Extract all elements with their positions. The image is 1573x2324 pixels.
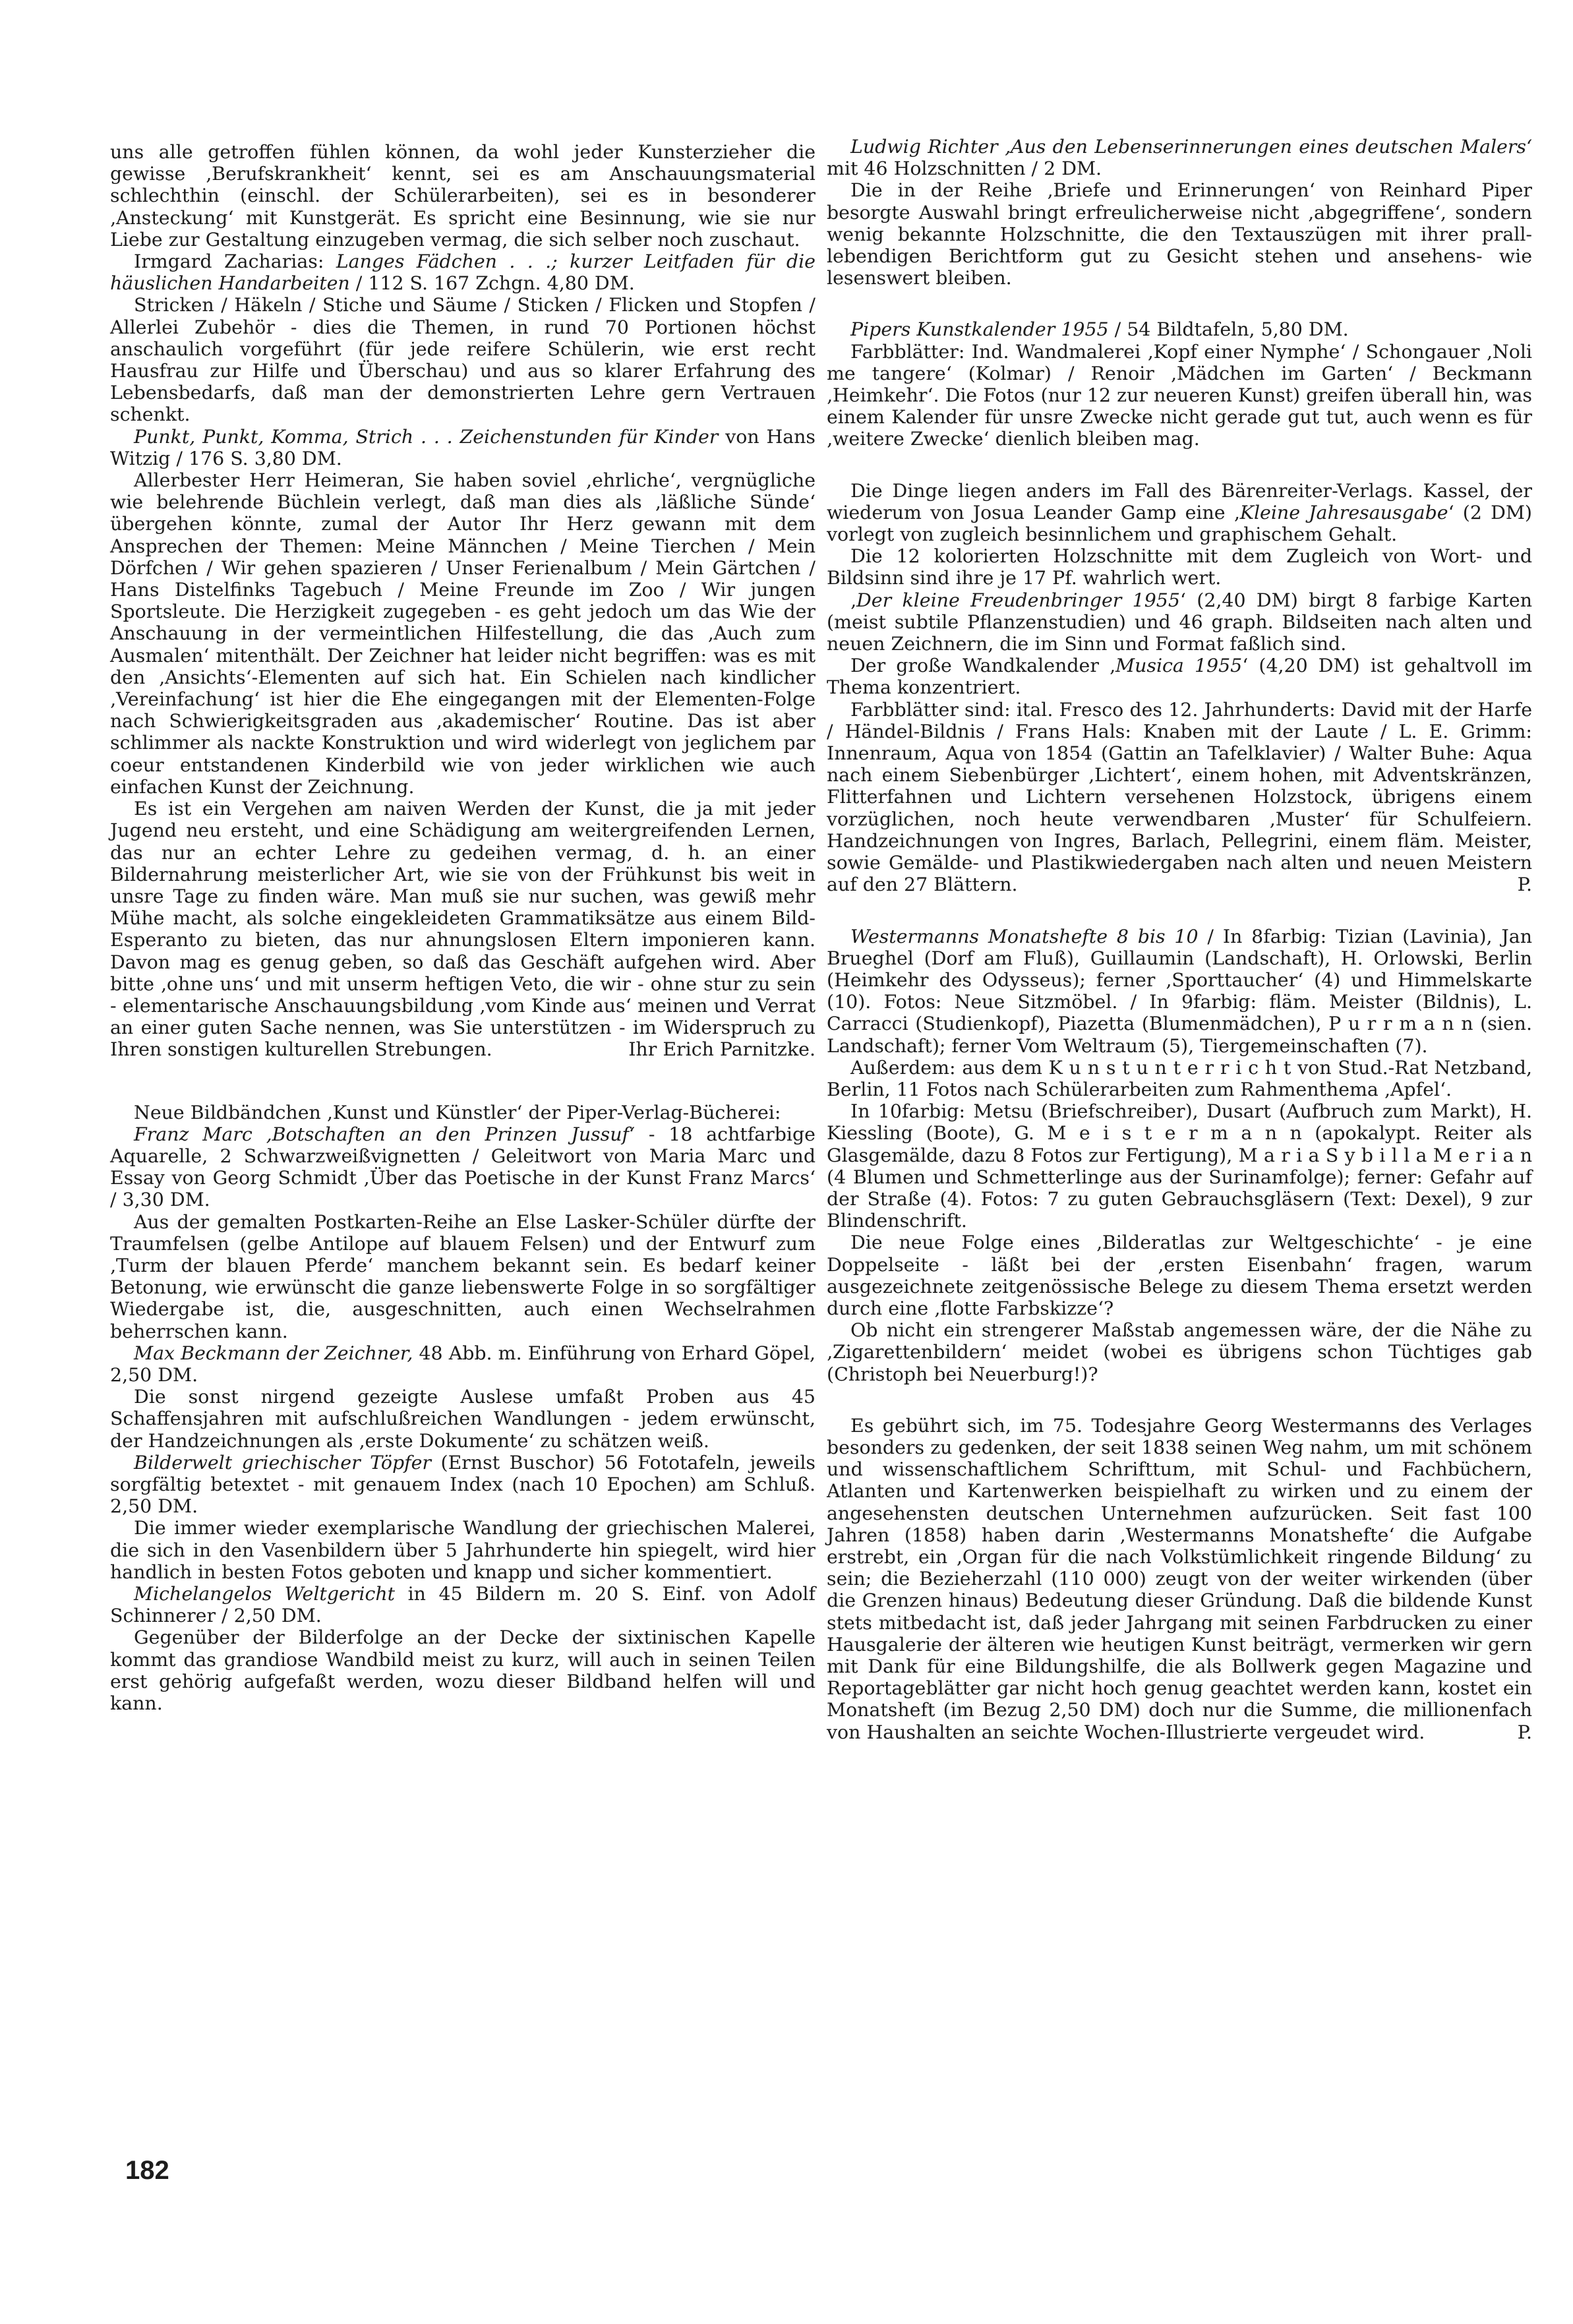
citation-title: Langes Fädchen . . .; kurzer Leitfaden für die häuslichen Handarbeiten [110, 251, 816, 295]
paragraph [827, 1100, 1532, 1232]
citation-details: / 54 Bildtafeln, 5,80 DM. [1108, 318, 1349, 341]
paragraph-text: Die immer wieder exemplarische Wandlung der griechischen Malerei, die sich in den Vasenbildern über 5 Jahrhunderte hin spiegelt, wird hier handlich in besten Fotos geboten und knapp und sicher kommentiert. [110, 1517, 816, 1583]
signature: P. [1517, 874, 1532, 896]
paragraph [110, 798, 816, 1060]
paragraph [110, 1211, 816, 1342]
paragraph [110, 141, 816, 251]
paragraph-text: Außerdem: aus dem K u n s t u n t e r r i c h t von Stud.-Rat Netzband, Berlin, 11 Fotos nach Schülerarbeiten zum Rahmenthema ‚Apfel‘. [827, 1056, 1532, 1100]
section-gap [827, 1385, 1532, 1415]
book-citation [827, 480, 1532, 546]
paragraph-text: Es gebührt sich, im 75. Todesjahre Georg Westermanns des Verlages besonders zu gedenken, der seit 1838 seinen Weg nahm, um mit schönem und wissenschaftlichem Schrifttum, mit Schul- und Fachbüchern, Atlanten und Kartenwerken beispielhaft zu wirken und zu einem der angesehensten deutschen Unternehmen aufzurücken. Seit fast 100 Jahren (1858) haben darin ‚Westermanns Monatshefte‘ die Aufgabe erstrebt, ein ‚Organ für die nach Volkstümlichkeit ringende Bildung‘ zu sein; die Bezieherzahl (110 000) zeugt von der weiter wirkenden (über die Grenzen hinaus) Bedeutung dieser Gründung. Daß die bildende Kunst stets mitbedacht ist, daß jeder Jahrgang mit seinen Farbdrucken zu einer Hausgalerie der älteren wie heutigen Kunst beiträgt, vermerken wir gern mit Dank für eine Bildungshilfe, die als Bollwerk gegen Magazine und Reportageblätter gar nicht hoch genug geachtet werden kann, kostet ein Monatsheft (im Bezug 2,50 DM) doch nur die Summe, die millionenfach von Haushalten an seichte Wochen-Illustrierte vergeudet wird. [827, 1414, 1532, 1743]
book-citation [110, 1583, 816, 1626]
paragraph [110, 294, 816, 425]
citation-title: Pipers Kunstkalender 1955 [850, 318, 1109, 341]
paragraph [827, 179, 1532, 289]
paragraph-text: Die 12 kolorierten Holzschnitte mit dem Zugleich von Wort- und Bildsinn sind ihre je 17 Pf. wahrlich wert. [827, 545, 1532, 589]
citation-details: / In 8farbig: Tizian (Lavinia), Jan Brueghel (Dorf am Fluß), Guillaumin (Landschaft), H. Orlowski, Berlin (Heimkehr des Odysseus); ferner ‚Sporttaucher‘ (4) und Himmelskarte (10). Fotos: Neue Sitzmöbel. / In 9farbig: fläm. Meister (Bildnis), L. Carracci (Studienkopf), Piazetta (Blumenmädchen), P u r r m a n n (sien. Landschaft); ferner Vom Weltraum (5), Tiergemeinschaften (7). [827, 925, 1532, 1057]
paragraph-text: In 10farbig: Metsu (Briefschreiber), Dusart (Aufbruch zum Markt), H. Kiessling (Boote), G. M e i s t e r m a n n (apokalypt. Reiter als Glasgemälde, dazu 8 Fotos zur Fertigung), M a r i a S y b i l l a M e r i a n (4 Blumen und Schmetterlinge aus der Surinamfolge); ferner: Gefahr auf der Straße (4). Fotos: 7 zu guten Gebrauchsgläsern (Text: Dexel), 9 zur Blindenschrift. [827, 1100, 1532, 1232]
citation-title: Punkt, Punkt, Komma, Strich . . . Zeichenstunden für Kinder [134, 425, 719, 448]
paragraph [827, 341, 1532, 450]
paragraph-text: Neue Bildbändchen ‚Kunst und Künstler‘ der Piper-Verlag-Bücherei: [134, 1101, 781, 1123]
paragraph-text: uns alle getroffen fühlen können, da wohl jeder Kunsterzieher die gewisse ‚Berufskrankheit‘ kennt, sei es am Anschauungsmaterial schlechthin (einschl. der Schülerarbeiten), sei es in besonderer ‚Ansteckung‘ mit Kunstgerät. Es spricht eine Besinnung, wie sie nur Liebe zur Gestaltung einzugeben vermag, die sich selber noch zuschaut. [110, 141, 816, 251]
citation-prefix: ‚ [850, 589, 857, 611]
paragraph-text: Gegenüber der Bilderfolge an der Decke der sixtinischen Kapelle kommt das grandiose Wandbild meist zu kurz, will auch in seinen Teilen erst gehörig aufgefaßt werden, wozu dieser Bildband helfen will und kann. [110, 1626, 816, 1715]
section-gap [827, 896, 1532, 926]
section-gap [110, 1061, 816, 1102]
citation-details: von Hans Witzig / 176 S. 3,80 DM. [110, 425, 816, 469]
paragraph-text: Stricken / Häkeln / Stiche und Säume / Sticken / Flicken und Stopfen / Allerlei Zubehör - dies die Themen, in rund 70 Portionen höchst anschaulich vorgeführt (für jede reifere Schülerin, wie erst recht Hausfrau zur Hilfe und Überschau) und aus so klarer Erfahrung des Lebensbedarfs, daß man der demonstrierten Lehre gern Vertrauen schenkt. [110, 294, 816, 426]
citation-prefix: Die Dinge liegen anders im Fall des Bärenreiter-Verlags. Kassel, der wiederum von Josua Leander Gamp eine ‚ [827, 479, 1532, 523]
paragraph [827, 1232, 1532, 1319]
paragraph-text: Es ist ein Vergehen am naiven Werden der Kunst, die ja mit jeder Jugend neu ersteht, und eine Schädigung am weitergreifenden Lernen, das nur an echter Lehre zu gedeihen vermag, d. h. an einer Bildernahrung meisterlicher Art, wie sie von der Frühkunst bis weit in unsre Tage zu finden wäre. Man muß sie nur suchen, was gewiß mehr Mühe macht, als solche eingekleideten Grammatiksätze aus einem Bild-Esperanto zu bieten, das nur ahnungslosen Eltern imponieren kann. Davon mag es genug geben, so daß das Geschäft aufgehen wird. Aber bitte ‚ohne uns‘ und mit unserm heftigen Veto, die wir - ohne stur zu sein - elementarische Anschauungsbildung ‚vom Kinde aus‘ meinen und Verrat an einer guten Sache nennen, was Sie unterstützen - im Widerspruch zu Ihren sonstigen kulturellen Strebungen. [110, 798, 816, 1061]
citation-details: (Ernst Buschor) 56 Fototafeln, jeweils sorgfältig betextet - mit genauem Index (nach 10 Epochen) am Schluß. 2,50 DM. [110, 1451, 816, 1518]
paragraph [110, 1386, 816, 1452]
paragraph-text: Die neue Folge eines ‚Bilderatlas zur Weltgeschichte‘ - je eine Doppelseite - läßt bei der ‚ersten Eisenbahn‘ fragen, warum ausgezeichnete zeitgenössische Belege zu diesem Thema ersetzt werden durch eine ‚flotte Farbskizze‘? [827, 1232, 1532, 1319]
book-citation [110, 1452, 816, 1518]
citation-title: Franz Marc ‚Botschaften an den Prinzen Jussuf‘ [134, 1123, 636, 1145]
paragraph-text: Aus der gemalten Postkarten-Reihe an Else Lasker-Schüler dürfte der Traumfelsen (gelbe Antilope auf blauem Felsen) und der Entwurf zum ‚Turm der blauen Pferde‘ manchem bekannt sein. Es bedarf keiner Betonung, wie erwünscht die ganze liebenswerte Folge in so sorgfältiger Wiedergabe ist, die, ausgeschnitten, auch einen Wechselrahmen beherrschen kann. [110, 1210, 816, 1342]
citation-details: in 45 Bildern m. 20 S. Einf. von Adolf Schinnerer / 2,50 DM. [110, 1583, 816, 1627]
citation-title: Westermanns Monatshefte 8 bis 10 [850, 925, 1199, 947]
paragraph [110, 1102, 816, 1123]
paragraph-text: Die in der Reihe ‚Briefe und Erinnerungen‘ von Reinhard Piper besorgte Auswahl bringt erfreulicherweise nicht ‚abgegriffene‘, sondern wenig bekannte Holzschnitte, die den Textauszügen mit ihrer prall-lebendigen Berichtform gut zu Gesicht stehen und ansehens- wie lesenswert bleiben. [827, 179, 1532, 289]
paragraph [110, 1626, 816, 1714]
paragraph-text: Ob nicht ein strengerer Maßstab angemessen wäre, der die Nähe zu ‚Zigarettenbildern‘ meidet (wobei es übrigens schon Tüchtiges gab (Christoph bei Neuerburg!)? [827, 1319, 1532, 1385]
page-number: 182 [125, 2156, 169, 2185]
book-citation [110, 426, 816, 469]
paragraph-text: Farbblätter: Ind. Wandmalerei ‚Kopf einer Nymphe‘ / Schongauer ‚Noli me tangere‘ (Kolmar) / Renoir ‚Mädchen im Garten‘ / Beckmann ‚Heimkehr‘. Die Fotos (nur 12 zur neueren Kunst) greifen überall hin, was einem Kalender für unsre Zwecke nicht gerade gut tut, auch wenn es für ‚weitere Zwecke‘ dienlich bleiben mag. [827, 340, 1532, 450]
book-citation [827, 655, 1532, 698]
citation-title: Bilderwelt griechischer Töpfer [134, 1451, 432, 1474]
signature: Ihr Erich Parnitzke. [628, 1038, 816, 1061]
book-citation [110, 1123, 816, 1211]
book-citation [827, 589, 1532, 655]
book-citation [827, 926, 1532, 1057]
paragraph-text: Allerbester Herr Heimeran, Sie haben soviel ‚ehrliche‘, vergnügliche wie belehrende Büchlein verlegt, daß man dies als ‚läßliche Sünde‘ übergehen könnte, zumal der Autor Ihr Herz gewann mit dem Ansprechen der Themen: Meine Männchen / Meine Tierchen / Mein Dörfchen / Wir gehen spazieren / Unser Ferienalbum / Mein Gärtchen / Hans Distelfinks Tagebuch / Meine Freunde im Zoo / Wir jungen Sportsleute. Die Herzigkeit zugegeben - es geht jedoch um das Wie der Anschauung in der vermeintlichen Hilfestellung, die das ‚Auch zum Ausmalen‘ mitenthält. Der Zeichner hat leider nicht begriffen: was es mit den ‚Ansichts‘-Elementen auf sich hat. Ein Schielen nach kindlicher ‚Vereinfachung‘ ist hier die Ehe eingegangen mit der Elementen-Folge nach Schwierigkeitsgraden aus ‚akademischer‘ Routine. Das ist aber schlimmer als nackte Konstruktion und wird widerlegt von jeglichem par coeur entstandenen Kinderbild wie von jeder wirklichen wie auch einfachen Kunst der Zeichnung. [110, 469, 816, 798]
paragraph [110, 469, 816, 798]
citation-prefix: Der große Wandkalender ‚ [850, 655, 1116, 677]
paragraph [827, 699, 1532, 896]
citation-prefix: Irmgard Zacharias: [134, 251, 336, 273]
citation-title: Musica 1955 [1115, 655, 1243, 677]
citation-details: mit 46 Holzschnitten / 2 DM. [827, 158, 1102, 180]
paragraph [827, 1057, 1532, 1100]
citation-details: / 112 S. 167 Zchgn. 4,80 DM. [349, 272, 635, 295]
paragraph-text: Farbblätter sind: ital. Fresco des 12. Jahrhunderts: David mit der Harfe / Händel-Bildnis / Frans Hals: Knaben mit der Laute / L. E. Grimm: Innenraum, Aqua von 1854 (Gattin an Tafelklavier) / Walter Buhe: Aqua nach einem Siebenbürger ‚Lichtert‘, einem hohen, mit Adventskränzen, Flitterfahnen und Lichtern versehenen Holzstock, übrigens einem vorzüglichen, noch heute verwendbaren ‚Muster‘ für Schulfeiern. Handzeichnungen von Ingres, Barlach, Pellegrini, einem fläm. Meister, sowie Gemälde- und Plastikwiedergaben nach alten und neuen Meistern auf den 27 Blättern. [827, 698, 1532, 896]
book-citation [110, 1342, 816, 1386]
citation-title: Max Beckmann der Zeichner, [134, 1342, 413, 1364]
citation-details: - 18 achtfarbige Aquarelle, 2 Schwarzweißvignetten / Geleitwort von Maria Marc und Essay von Georg Schmidt ‚Über das Poetische in der Kunst Franz Marcs‘ / 3,30 DM. [110, 1123, 816, 1211]
signature: P. [1517, 1721, 1532, 1743]
book-citation [827, 136, 1532, 179]
citation-title: Michelangelos Weltgericht [134, 1583, 396, 1605]
citation-details: ‘ (4,20 DM) ist gehaltvoll im Thema konzentriert. [827, 655, 1533, 699]
book-citation [110, 251, 816, 294]
book-citation [827, 318, 1532, 340]
citation-title: Ludwig Richter ‚Aus den Lebenserinnerungen eines deutschen Malers‘ [850, 136, 1532, 158]
paragraph [827, 545, 1532, 589]
citation-title: Kleine Jahresausgabe [1239, 501, 1448, 523]
section-gap [827, 450, 1532, 480]
citation-details: ‘ (2,40 DM) birgt 8 farbige Karten (meist subtile Pflanzenstudien) und 46 graph. Bildseiten nach alten und neuen Zeichnern, die im Sinn und Format faßlich sind. [827, 589, 1532, 655]
section-gap [827, 289, 1532, 318]
citation-details: 48 Abb. m. Einführung von Erhard Göpel, 2,50 DM. [110, 1342, 816, 1386]
right-column [827, 136, 1532, 1743]
paragraph-text: Die sonst nirgend gezeigte Auslese umfaßt Proben aus 45 Schaffensjahren mit aufschlußreichen Wandlungen - jedem erwünscht, der Handzeichnungen als ‚erste Dokumente‘ zu schätzen weiß. [110, 1386, 816, 1452]
citation-details: ‘ (2 DM) vorlegt von zugleich besinnlichem und graphischem Gehalt. [827, 501, 1532, 546]
left-column [110, 141, 816, 1714]
citation-title: Der kleine Freudenbringer 1955 [856, 589, 1180, 611]
paragraph [827, 1319, 1532, 1385]
paragraph [110, 1517, 816, 1583]
paragraph [827, 1415, 1532, 1743]
